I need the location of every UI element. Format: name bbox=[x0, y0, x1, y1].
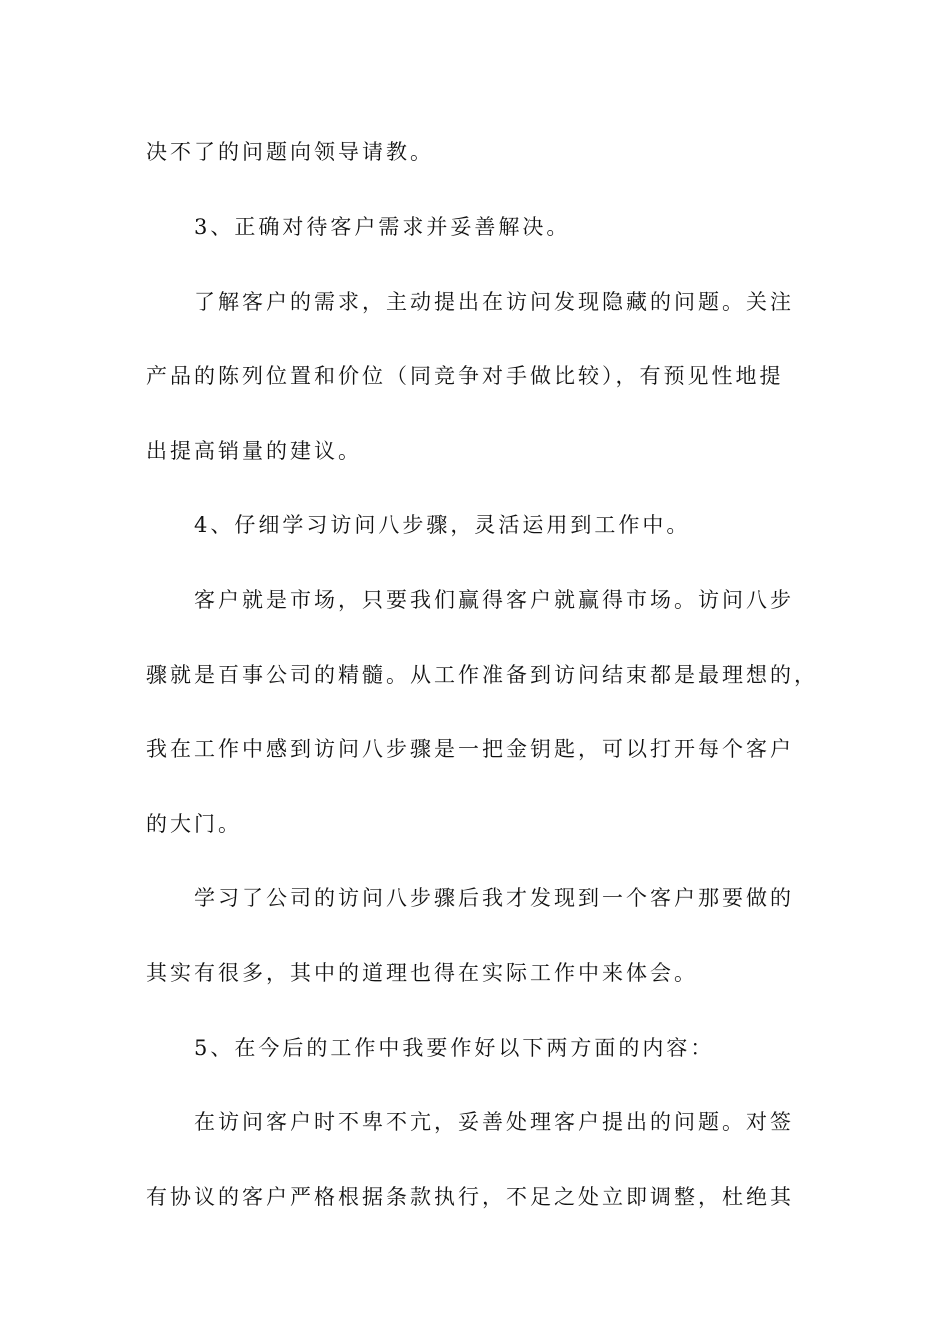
text-line-11: 学习了公司的访问八步骤后我才发现到一个客户那要做的 bbox=[194, 886, 794, 910]
text-line-10: 的大门。 bbox=[146, 812, 242, 836]
text-line-14: 在访问客户时不卑不亢，妥善处理客户提出的问题。对签 bbox=[194, 1110, 794, 1134]
text-line-5: 出提高销量的建议。 bbox=[146, 439, 362, 463]
text-line-9: 我在工作中感到访问八步骤是一把金钥匙，可以打开每个客户 bbox=[146, 737, 794, 761]
text-line-6: 4、仔细学习访问八步骤，灵活运用到工作中。 bbox=[194, 513, 691, 537]
text-line-13: 5、在今后的工作中我要作好以下两方面的内容： bbox=[194, 1036, 715, 1060]
text-line-1: 决不了的问题向领导请教。 bbox=[146, 140, 434, 164]
text-line-7: 客户就是市场，只要我们赢得客户就赢得市场。访问八步 bbox=[194, 588, 794, 612]
text-line-12: 其实有很多，其中的道理也得在实际工作中来体会。 bbox=[146, 961, 698, 985]
text-line-8: 骤就是百事公司的精髓。从工作准备到访问结束都是最理想的， bbox=[146, 663, 818, 687]
text-line-3: 了解客户的需求，主动提出在访问发现隐藏的问题。关注 bbox=[194, 290, 794, 314]
text-line-15: 有协议的客户严格根据条款执行，不足之处立即调整，杜绝其 bbox=[146, 1185, 794, 1209]
text-line-4: 产品的陈列位置和价位（同竞争对手做比较），有预见性地提 bbox=[146, 364, 784, 388]
text-line-2: 3、正确对待客户需求并妥善解决。 bbox=[194, 215, 571, 239]
